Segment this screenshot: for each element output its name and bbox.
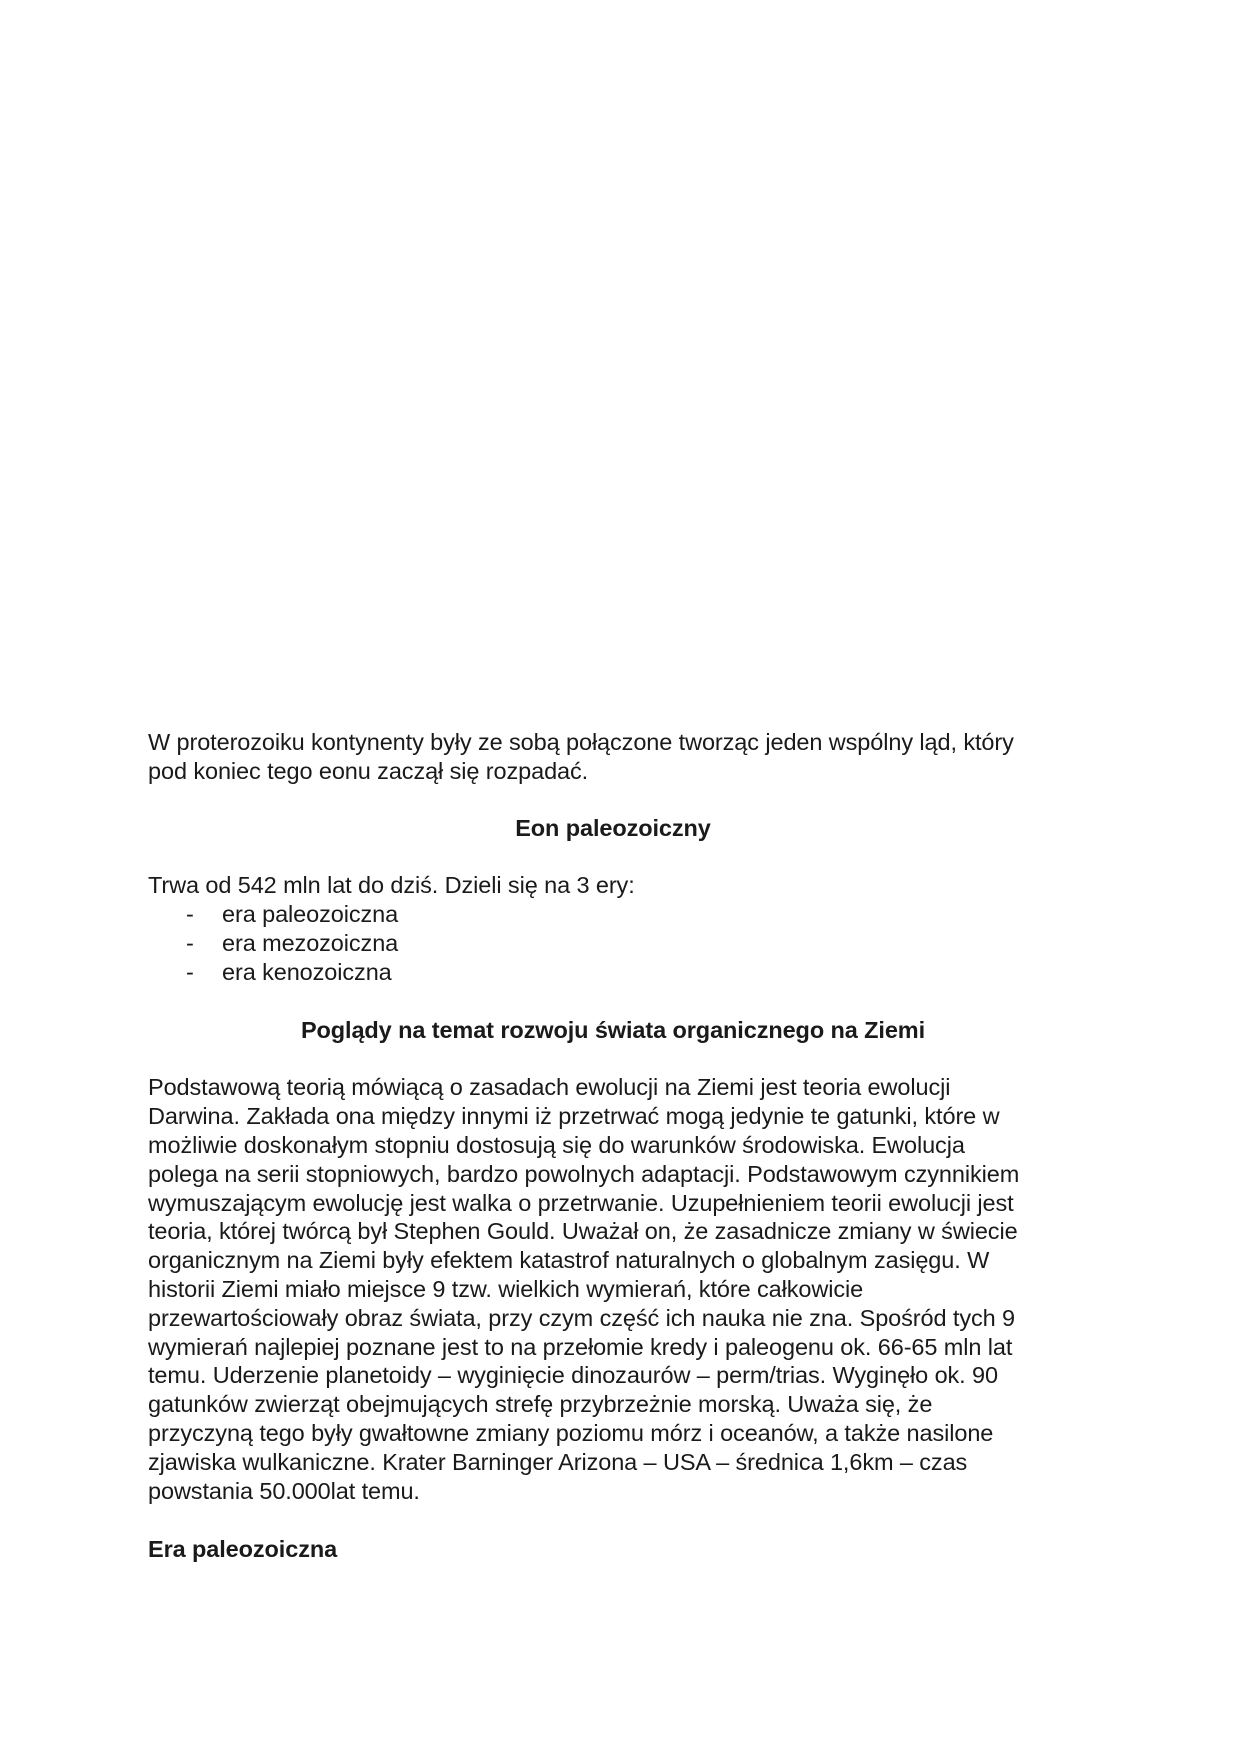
list-item — [148, 929, 1088, 958]
text-line: zjawiska wulkaniczne. Krater Barninger Arizona – USA – średnica 1,6km – czas — [148, 1448, 968, 1475]
text-line: przewartościowały obraz świata, przy czym część ich nauka nie zna. Spośród tych 9 — [148, 1304, 1015, 1331]
text-line: polega na serii stopniowych, bardzo powolnych adaptacji. Podstawowym czynnikiem — [148, 1160, 1020, 1187]
text-line: organicznym na Ziemi były efektem katastrof naturalnych o globalnym zasięgu. W — [148, 1247, 990, 1274]
text-line: pod koniec tego eonu zaczął się rozpadać. — [148, 757, 589, 784]
views-paragraph — [148, 1073, 1088, 1505]
text-line: teoria, której twórcą był Stephen Gould. Uważał on, że zasadnicze zmiany w świecie — [148, 1218, 1018, 1245]
list-bullet: - — [186, 958, 194, 985]
list-item-label: era kenozoiczna — [222, 958, 392, 985]
era-list — [148, 900, 1088, 986]
heading-eon-paleozoiczny: Eon paleozoiczny — [515, 814, 711, 841]
text-line: wymierań najlepiej poznane jest to na przełomie kredy i paleogenu ok. 66-65 mln lat — [148, 1333, 1013, 1360]
text-line: powstania 50.000lat temu. — [148, 1477, 420, 1504]
text-line: możliwie doskonałym stopniu dostosują się do warunków środowiska. Ewolucja — [148, 1131, 965, 1158]
text-line: historii Ziemi miało miejsce 9 tzw. wielkich wymierań, które całkowicie — [148, 1275, 864, 1302]
text-line: wymuszającym ewolucję jest walka o przetrwanie. Uzupełnieniem teorii ewolucji jest — [148, 1189, 1014, 1216]
text-line: W proterozoiku kontynenty były ze sobą połączone tworząc jeden wspólny ląd, który — [148, 729, 1014, 755]
text-line: gatunków zwierząt obejmujących strefę przybrzeżnie morską. Uważa się, że — [148, 1391, 933, 1418]
text-line: Trwa od 542 mln lat do dziś. Dzieli się na 3 ery: — [148, 872, 635, 899]
text-line: Darwina. Zakłada ona między innymi iż przetrwać mogą jedynie te gatunki, które w — [148, 1103, 1000, 1130]
text-line: przyczyną tego były gwałtowne zmiany poziomu mórz i oceanów, a także nasilone — [148, 1419, 994, 1446]
list-item — [148, 900, 1088, 929]
heading-poglady: Poglądy na temat rozwoju świata organicznego na Ziemi — [300, 1016, 926, 1043]
eon-intro-text — [148, 871, 1088, 900]
text-line: temu. Uderzenie planetoidy – wyginięcie dinozaurów – perm/trias. Wyginęło ok. 90 — [148, 1362, 998, 1389]
list-item — [148, 958, 1088, 987]
list-bullet: - — [186, 929, 194, 956]
text-line: Podstawową teorią mówiącą o zasadach ewolucji na Ziemi jest teoria ewolucji — [148, 1074, 951, 1101]
document-body — [148, 728, 1088, 1564]
list-bullet: - — [186, 901, 194, 928]
list-item-label: era paleozoiczna — [222, 901, 399, 928]
list-item-label: era mezozoiczna — [222, 929, 399, 956]
heading-era-paleozoiczna: Era paleozoiczna — [148, 1536, 338, 1563]
intro-paragraph — [148, 728, 1088, 786]
